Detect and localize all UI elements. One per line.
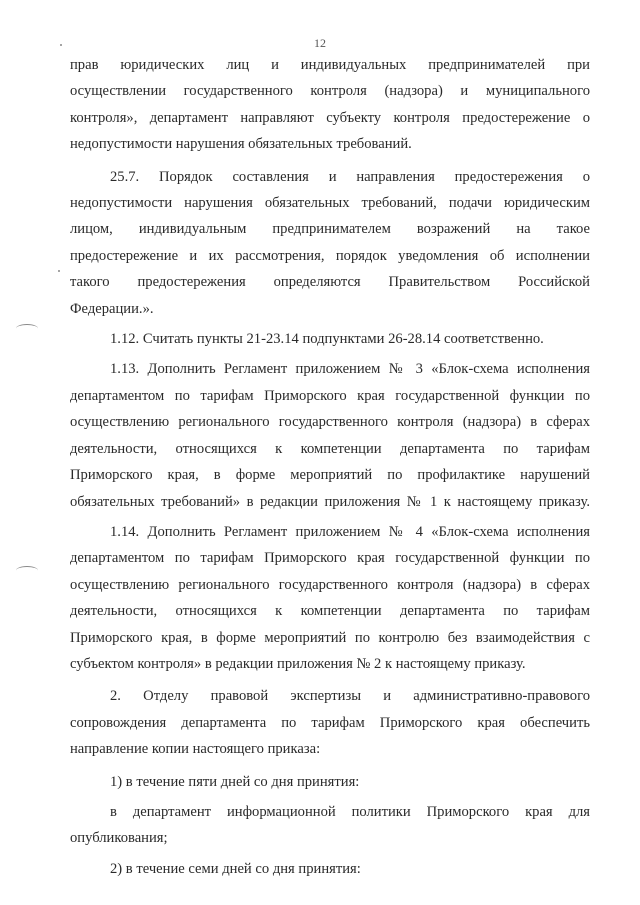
text-line: деятельности, относящихся к компетенции департамента по тарифам	[70, 603, 590, 620]
scan-dot	[58, 270, 60, 272]
text-line: 1.13. Дополнить Регламент приложением № 3 «Блок-схема исполнения	[110, 361, 590, 378]
text-line: опубликования;	[70, 830, 168, 847]
text-line: деятельности, относящихся к компетенции департамента по тарифам	[70, 440, 590, 457]
text-line: недопустимости нарушения обязательных требований.	[70, 136, 412, 153]
text-line: предостережение и их рассмотрения, порядок уведомления об исполнении	[70, 247, 590, 264]
scan-mark	[16, 566, 38, 575]
text-line: департаментом по тарифам Приморского края государственной функции по	[70, 387, 590, 404]
text-line: сопровождения департамента по тарифам Приморского края обеспечить	[70, 714, 590, 731]
text-line: в департамент информационной политики Приморского края для	[110, 803, 590, 820]
text-line: 1) в течение пяти дней со дня принятия:	[110, 773, 360, 790]
text-line: субъектом контроля» в редакции приложения № 2 к настоящему приказу.	[70, 655, 526, 672]
text-line: такого предостережения определяются Правительством Российской	[70, 274, 590, 291]
text-line: недопустимости нарушения обязательных требований, подачи юридическим	[70, 195, 590, 212]
text-line: 2. Отделу правовой экспертизы и административно-правового	[110, 688, 590, 705]
text-line: Приморского края, в форме мероприятий по профилактике нарушений	[70, 467, 590, 484]
text-line: прав юридических лиц и индивидуальных предпринимателей при	[70, 57, 590, 73]
text-line: осуществлению регионального государственного контроля (надзора) в сферах	[70, 414, 590, 431]
text-line: контроля», департамент направляют субъекту контроля предостережение о	[70, 109, 590, 126]
text-line: осуществлении государственного контроля (надзора) и муниципального	[70, 83, 590, 100]
text-line: лицом, индивидуальным предпринимателем возражений на такое	[70, 221, 590, 238]
text-line: 1.14. Дополнить Регламент приложением № 4 «Блок-схема исполнения	[110, 523, 590, 540]
text-line: обязательных требований» в редакции приложения № 1 к настоящему приказу.	[70, 493, 590, 510]
scan-dot	[60, 44, 62, 46]
text-line: 2) в течение семи дней со дня принятия:	[110, 860, 361, 877]
scan-mark	[16, 324, 38, 333]
text-line: 25.7. Порядок составления и направления предостережения о	[110, 168, 590, 185]
text-line: направление копии настоящего приказа:	[70, 741, 321, 758]
text-line: департаментом по тарифам Приморского края государственной функции по	[70, 550, 590, 567]
text-line: Приморского края, в форме мероприятий по контролю без взаимодействия с	[70, 629, 590, 646]
text-line: 1.12. Считать пункты 21-23.14 подпунктами 26-28.14 соответственно.	[110, 331, 544, 348]
text-line: Федерации.».	[70, 300, 154, 317]
document-body	[70, 52, 590, 882]
page-number: 12	[314, 36, 326, 50]
text-line: осуществлению регионального государственного контроля (надзора) в сферах	[70, 576, 590, 593]
